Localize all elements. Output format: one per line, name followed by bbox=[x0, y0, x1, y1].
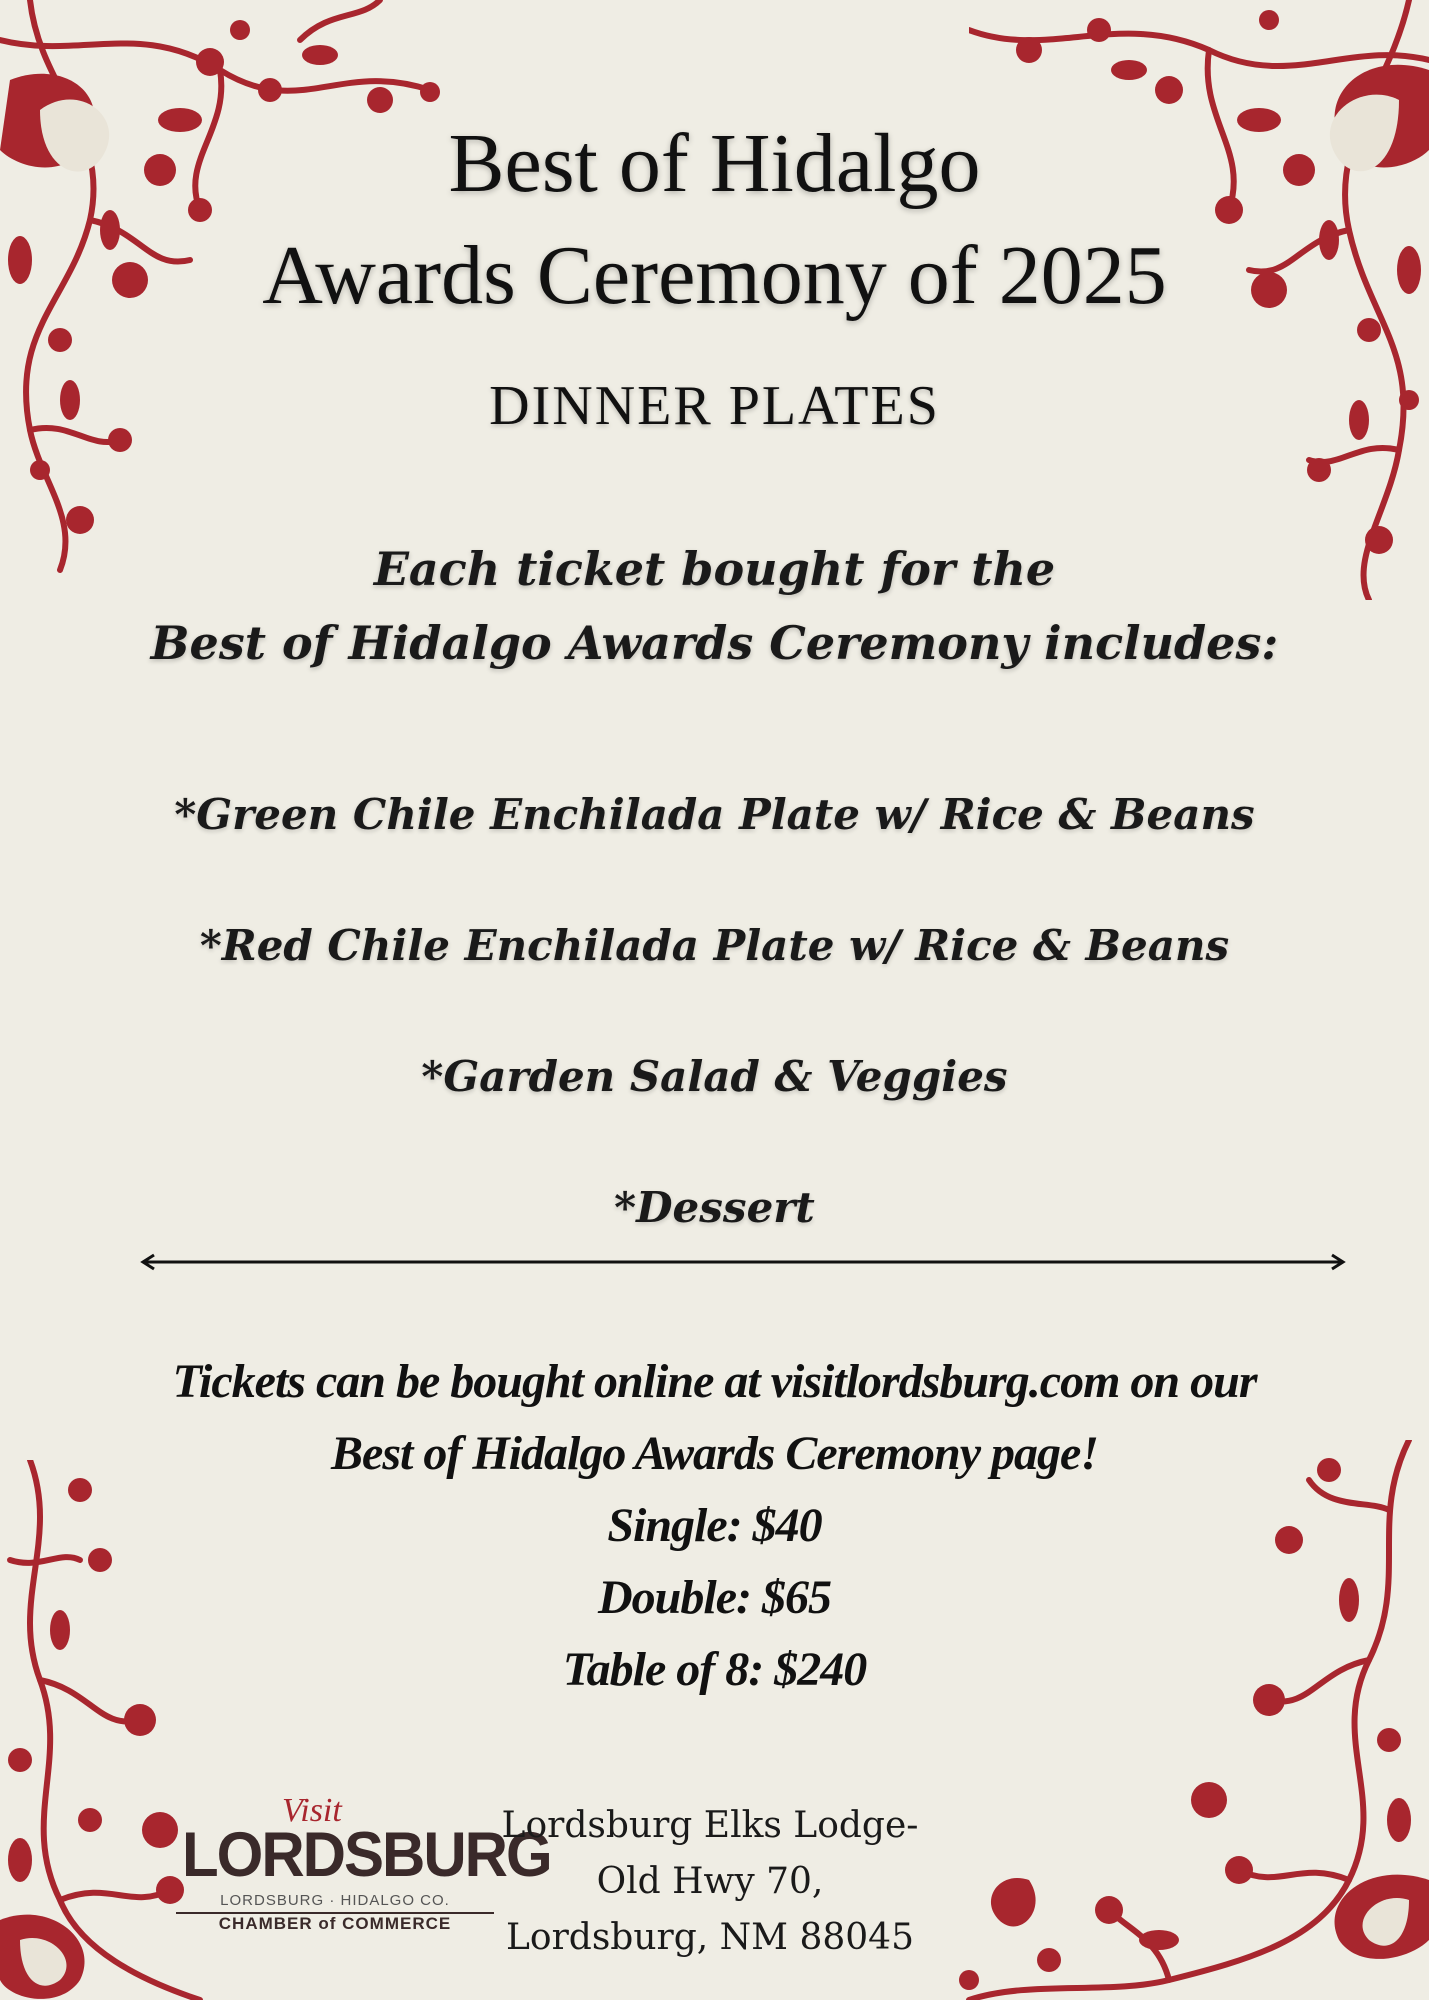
page-title bbox=[0, 108, 1429, 332]
menu-item: *Red Chile Enchilada Plate w/ Rice & Beans bbox=[199, 921, 1230, 970]
double-arrow-divider-icon bbox=[140, 1252, 1346, 1272]
logo-visit: Visit bbox=[282, 1792, 342, 1829]
address-line-3: Lordsburg, NM 88045 bbox=[505, 1917, 914, 1958]
logo-sub: LORDSBURG · HIDALGO CO. bbox=[220, 1892, 450, 1909]
menu-item: *Garden Salad & Veggies bbox=[421, 1052, 1008, 1101]
intro-line-1: Each ticket bought for the bbox=[373, 542, 1056, 596]
tickets-line-2: Best of Hidalgo Awards Ceremony page! bbox=[331, 1427, 1098, 1480]
logo-name: LORDSBURG bbox=[182, 1819, 551, 1890]
address-line-2: Old Hwy 70, bbox=[596, 1861, 824, 1902]
menu-item: *Dessert bbox=[614, 1183, 815, 1232]
price-single: Single: $40 bbox=[607, 1499, 822, 1552]
title-line-2: Awards Ceremony of 2025 bbox=[262, 229, 1167, 322]
intro-line-2: Best of Hidalgo Awards Ceremony includes: bbox=[150, 616, 1279, 670]
tickets-info bbox=[0, 1346, 1429, 1706]
menu-item: *Green Chile Enchilada Plate w/ Rice & Beans bbox=[174, 790, 1255, 839]
tickets-line-1: Tickets can be bought online at visitlordsburg.com on our bbox=[172, 1355, 1257, 1408]
price-table: Table of 8: $240 bbox=[562, 1643, 867, 1696]
page-subtitle: DINNER PLATES bbox=[489, 375, 940, 437]
visit-lordsburg-logo bbox=[172, 1792, 551, 1942]
price-double: Double: $65 bbox=[598, 1571, 831, 1624]
address-line-1: Lordsburg Elks Lodge- bbox=[501, 1805, 919, 1846]
title-line-1: Best of Hidalgo bbox=[448, 117, 981, 210]
logo-chamber: CHAMBER of COMMERCE bbox=[218, 1914, 452, 1933]
event-address bbox=[490, 1798, 930, 1966]
intro-text bbox=[0, 532, 1429, 680]
